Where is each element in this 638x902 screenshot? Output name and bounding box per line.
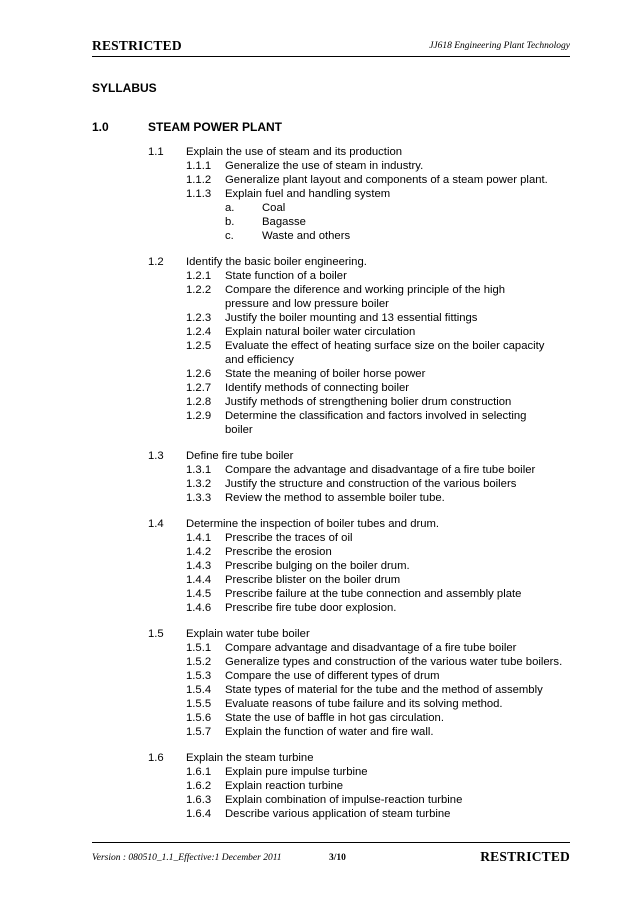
item-text: Prescribe failure at the tube connection and assembly plate — [225, 588, 522, 600]
item-number: 1.3.3 — [186, 492, 212, 504]
item-number: a. — [225, 202, 235, 214]
item-number: 1.1.2 — [186, 174, 212, 186]
item-text: Justify methods of strengthening bolier drum construction — [225, 396, 512, 408]
item-number: 1.5.6 — [186, 712, 212, 724]
item-text: Explain the function of water and fire wall. — [225, 726, 434, 738]
footer-version: Version : 080510_1.1_Effective:1 December 2011 — [92, 853, 282, 863]
item-text: Generalize plant layout and components of a steam power plant. — [225, 174, 548, 186]
item-text: and efficiency — [225, 354, 294, 366]
item-number: 1.5.4 — [186, 684, 212, 696]
item-number: 1.2.1 — [186, 270, 212, 282]
item-number: 1.1 — [148, 146, 164, 158]
section-heading: SYLLABUS — [92, 81, 157, 95]
item-text: Evaluate the effect of heating surface size on the boiler capacity — [225, 340, 545, 352]
item-number: 1.5.7 — [186, 726, 212, 738]
item-number: 1.2.9 — [186, 410, 212, 422]
header-divider — [92, 56, 570, 57]
item-text: Prescribe the traces of oil — [225, 532, 353, 544]
item-text: Explain the use of steam and its production — [186, 146, 403, 158]
item-text: Prescribe blister on the boiler drum — [225, 574, 401, 586]
item-number: 1.3.1 — [186, 464, 212, 476]
item-number: 1.6 — [148, 752, 164, 764]
item-text: State the meaning of boiler horse power — [225, 368, 426, 380]
item-text: Compare the advantage and disadvantage of a fire tube boiler — [225, 464, 536, 476]
item-number: 1.2.5 — [186, 340, 212, 352]
item-text: Explain reaction turbine — [225, 780, 344, 792]
item-text: Explain combination of impulse-reaction turbine — [225, 794, 463, 806]
item-text: Define fire tube boiler — [186, 450, 294, 462]
item-number: 1.4 — [148, 518, 164, 530]
item-number: 1.5.5 — [186, 698, 212, 710]
footer-page-number: 3/10 — [329, 853, 346, 863]
item-number: 1.2.4 — [186, 326, 212, 338]
item-text: Prescribe the erosion — [225, 546, 332, 558]
item-text: Describe various application of steam turbine — [225, 808, 451, 820]
item-number: 1.5.3 — [186, 670, 212, 682]
item-text: Review the method to assemble boiler tube. — [225, 492, 445, 504]
item-text: boiler — [225, 424, 253, 436]
item-text: Compare the diference and working principle of the high — [225, 284, 506, 296]
item-number: 1.2 — [148, 256, 164, 268]
item-text: Explain pure impulse turbine — [225, 766, 368, 778]
item-number: 1.4.6 — [186, 602, 212, 614]
item-text: Explain water tube boiler — [186, 628, 310, 640]
header-course-title: JJ618 Engineering Plant Technology — [429, 41, 570, 51]
item-text: Identify methods of connecting boiler — [225, 382, 409, 394]
chapter-number: 1.0 — [92, 120, 109, 134]
item-text: Identify the basic boiler engineering. — [186, 256, 367, 268]
item-text: State function of a boiler — [225, 270, 347, 282]
item-number: 1.6.4 — [186, 808, 212, 820]
item-text: Bagasse — [262, 216, 306, 228]
item-text: Generalize types and construction of the various water tube boilers. — [225, 656, 563, 668]
item-number: 1.2.2 — [186, 284, 212, 296]
item-number: 1.5 — [148, 628, 164, 640]
item-text: Justify the structure and construction of the various boilers — [225, 478, 517, 490]
item-text: Prescribe fire tube door explosion. — [225, 602, 397, 614]
item-text: State the use of baffle in hot gas circulation. — [225, 712, 444, 724]
header-classification: RESTRICTED — [92, 38, 182, 53]
item-text: Explain natural boiler water circulation — [225, 326, 416, 338]
item-text: Waste and others — [262, 230, 351, 242]
item-number: 1.1.3 — [186, 188, 212, 200]
item-text: Compare the use of different types of drum — [225, 670, 440, 682]
item-number: 1.2.6 — [186, 368, 212, 380]
item-text: Justify the boiler mounting and 13 essential fittings — [225, 312, 478, 324]
item-number: 1.2.3 — [186, 312, 212, 324]
item-text: Compare advantage and disadvantage of a fire tube boiler — [225, 642, 517, 654]
item-text: Explain the steam turbine — [186, 752, 314, 764]
item-number: 1.3 — [148, 450, 164, 462]
item-text: Coal — [262, 202, 286, 214]
item-text: pressure and low pressure boiler — [225, 298, 389, 310]
item-number: 1.5.1 — [186, 642, 212, 654]
item-number: 1.6.2 — [186, 780, 212, 792]
item-number: 1.2.7 — [186, 382, 212, 394]
footer-classification: RESTRICTED — [480, 849, 570, 864]
item-number: 1.4.4 — [186, 574, 212, 586]
item-text: Explain fuel and handling system — [225, 188, 391, 200]
item-text: Generalize the use of steam in industry. — [225, 160, 424, 172]
item-number: b. — [225, 216, 235, 228]
item-number: 1.6.3 — [186, 794, 212, 806]
item-text: Evaluate reasons of tube failure and its solving method. — [225, 698, 503, 710]
item-number: 1.2.8 — [186, 396, 212, 408]
item-number: c. — [225, 230, 234, 242]
item-number: 1.6.1 — [186, 766, 212, 778]
item-text: State types of material for the tube and the method of assembly — [225, 684, 543, 696]
item-number: 1.4.2 — [186, 546, 212, 558]
item-text: Determine the classification and factors involved in selecting — [225, 410, 527, 422]
footer-divider — [92, 842, 570, 843]
chapter-title: STEAM POWER PLANT — [148, 120, 282, 134]
item-number: 1.1.1 — [186, 160, 212, 172]
item-text: Prescribe bulging on the boiler drum. — [225, 560, 410, 572]
item-number: 1.4.1 — [186, 532, 212, 544]
item-text: Determine the inspection of boiler tubes and drum. — [186, 518, 440, 530]
item-number: 1.3.2 — [186, 478, 212, 490]
item-number: 1.4.5 — [186, 588, 212, 600]
item-number: 1.4.3 — [186, 560, 212, 572]
item-number: 1.5.2 — [186, 656, 212, 668]
